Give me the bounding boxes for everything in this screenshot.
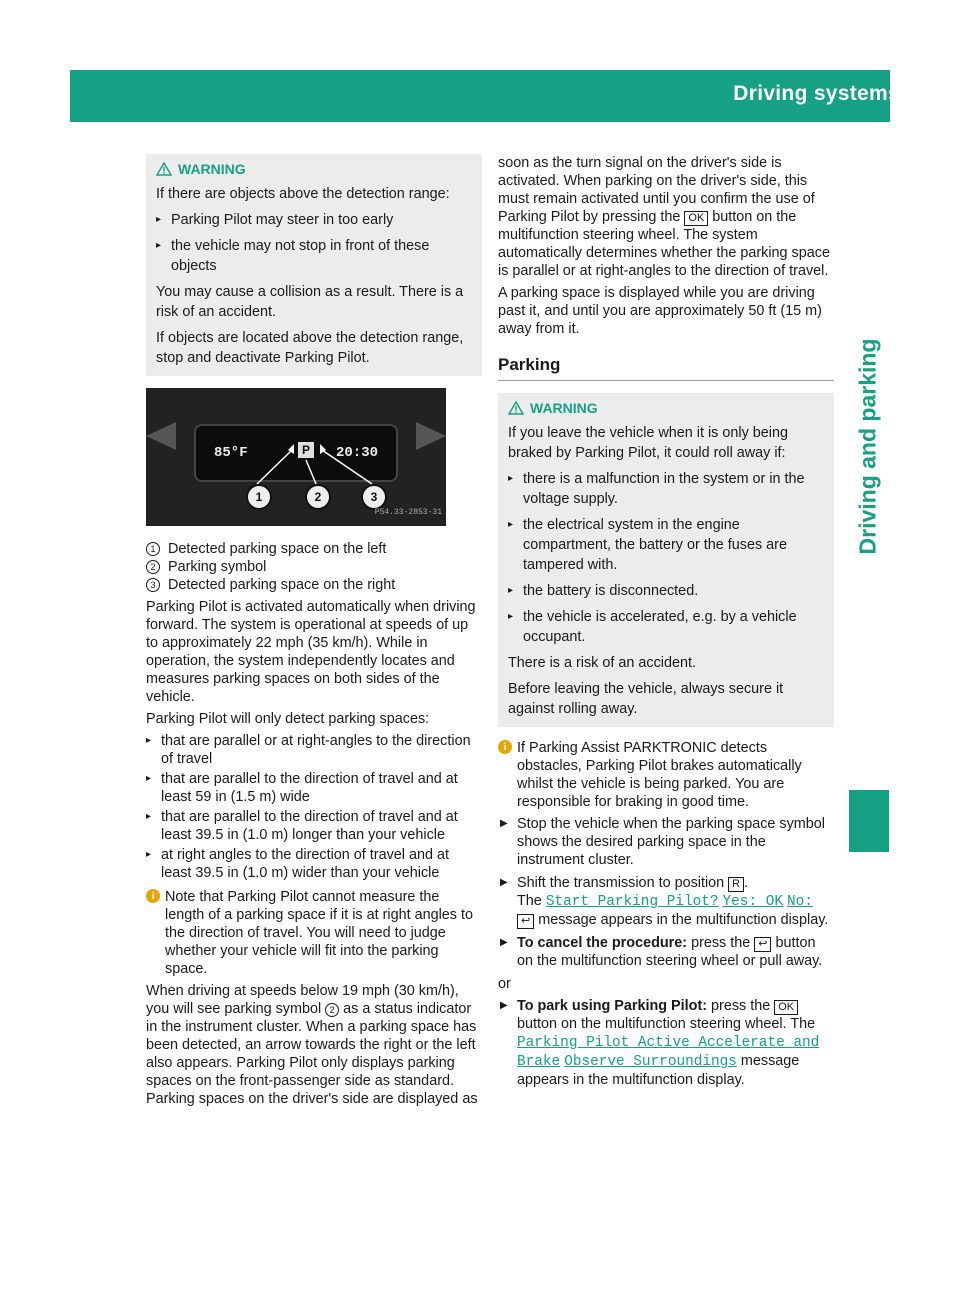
warning-heading (156, 160, 472, 178)
instrument-cluster-figure (146, 388, 446, 526)
text-segment: message appears in the multifunction display. (517, 1053, 800, 1088)
back-button-icon: ↩ (754, 937, 771, 952)
body-paragraph (498, 154, 834, 280)
chapter-tab-marker (849, 790, 889, 852)
info-icon: i (498, 740, 512, 754)
warning-bullet: ▸ Parking Pilot may steer in too early (156, 210, 472, 230)
text-segment: Shift the transmission to position (517, 875, 725, 891)
text-segment: press the (691, 935, 751, 951)
figure-temperature: 85°F (214, 445, 248, 461)
warning-triangle-icon (156, 162, 172, 176)
warning-bullet: ▸ the electrical system in the engine compartment, the battery or the fuses are tampered with. (508, 515, 824, 575)
info-icon: i (146, 889, 160, 903)
instruction-step (498, 934, 834, 970)
warning-box-right (498, 393, 834, 727)
warning-paragraph: Before leaving the vehicle, always secure it against rolling away. (508, 681, 784, 717)
warning-label: WARNING (178, 161, 246, 177)
ok-key-symbol: OK (684, 211, 708, 226)
step-text: Stop the vehicle when the parking space symbol shows the desired parking space in the instrument cluster. (517, 816, 825, 868)
warning-heading (508, 399, 824, 417)
warning-bullet: ▸ the vehicle may not stop in front of these objects (156, 236, 472, 276)
step-label: To park using Parking Pilot: (517, 998, 708, 1014)
warning-bullet: ▸ the vehicle is accelerated, e.g. by a vehicle occupant. (508, 607, 824, 647)
warning-label: WARNING (530, 400, 598, 416)
section-title: Driving systems (733, 82, 900, 105)
header-bar (70, 70, 949, 122)
text-segment: button on the multifunction steering wheel or pull away. (517, 935, 823, 969)
info-note (146, 888, 482, 978)
parking-symbol: P (298, 442, 314, 458)
legend-text: Detected parking space on the left (168, 541, 387, 557)
text-segment: message appears in the multifunction display. (538, 912, 829, 928)
warning-bullets (156, 210, 472, 276)
list-item: ▸ that are parallel or at right-angles to the direction of travel (146, 732, 482, 768)
back-button-icon: ↩ (517, 914, 534, 929)
warning-paragraph: There is a risk of an accident. (508, 655, 696, 671)
display-message: Observe Surroundings (564, 1054, 737, 1070)
side-tab-label: Driving and parking (854, 338, 881, 554)
figure-time: 20:30 (336, 445, 379, 461)
display-message: Parking Pilot Active Accelerate and Brake (517, 1035, 820, 1070)
body-paragraph: A parking space is displayed while you are driving past it, and until you are approximately 50 ft (15 m) away from it. (498, 285, 822, 337)
info-note (498, 739, 834, 811)
header-divider (902, 70, 904, 122)
callout-2: 2 (305, 484, 331, 510)
legend-item (146, 576, 482, 594)
text-segment: button on the multifunction steering wheel. The (517, 1016, 816, 1032)
note-text: If Parking Assist PARKTRONIC detects obstacles, Parking Pilot brakes automatically whilst the vehicle is being parked. You are responsible for braking in good time. (517, 740, 802, 810)
list-item: ▸ that are parallel to the direction of travel and at least 59 in (1.5 m) wide (146, 770, 482, 806)
legend-text: Detected parking space on the right (168, 577, 396, 593)
text-segment: as a status indicator in the instrument cluster. When a parking space has been detected, an arrow towards the right or the left also appears. Parking Pilot only displays parking spaces on the front-passenger side as standard. Parking spaces on the driver's side are displayed as (146, 1001, 478, 1107)
step-label: To cancel the procedure: (517, 935, 688, 951)
text-segment: soon as the turn signal on the driver's side is activated. When parking on the driver's side, this must remain activated until you confirm the use of Parking Pilot by pressing the (498, 155, 815, 225)
warning-bullets (508, 469, 824, 647)
text-segment: press the (711, 998, 771, 1014)
warning-intro: If there are objects above the detection range: (156, 186, 450, 202)
text-segment: When driving at speeds below 19 mph (30 km/h), you will see parking symbol (146, 983, 459, 1017)
callout-1: 1 (246, 484, 272, 510)
text-segment: button on the multifunction steering wheel. The system automatically determines whether the parking space is parallel or at right-angles to the direction of travel. (498, 209, 830, 279)
instruction-step (498, 815, 834, 869)
text-segment: The (517, 893, 542, 909)
detect-conditions-list (146, 732, 482, 882)
list-item: ▸ that are parallel to the direction of travel and at least 39.5 in (1.0 m) longer than your vehicle (146, 808, 482, 844)
warning-bullet: ▸ the battery is disconnected. (508, 581, 824, 601)
figure-code: P54.33-2853-31 (374, 508, 442, 517)
legend-number: 1 (146, 542, 160, 556)
body-paragraph (146, 982, 482, 1108)
gear-r-symbol: R (728, 877, 744, 892)
page-number: 165 (917, 84, 949, 105)
side-tab-label-wrap (846, 122, 890, 770)
instruction-step (498, 997, 834, 1089)
warning-box-left (146, 154, 482, 376)
display-message: Start Parking Pilot? (545, 894, 719, 910)
warning-paragraph: You may cause a collision as a result. There is a risk of an accident. (156, 284, 464, 320)
warning-bullet: ▸ there is a malfunction in the system or in the voltage supply. (508, 469, 824, 509)
inline-number: 2 (325, 1003, 339, 1017)
body-paragraph: Parking Pilot will only detect parking spaces: (146, 711, 430, 727)
warning-triangle-icon (508, 401, 524, 415)
warning-intro: If you leave the vehicle when it is only being braked by Parking Pilot, it could roll away if: (508, 425, 788, 461)
or-text: or (498, 976, 511, 992)
list-item: ▸ at right angles to the direction of travel and at least 39.5 in (1.0 m) wider than your vehicle (146, 846, 482, 882)
note-text: Note that Parking Pilot cannot measure the length of a parking space if it is at right angles to the direction of travel. You will need to judge whether your vehicle will fit into the parking space. (165, 889, 473, 977)
ok-key-symbol: OK (774, 1000, 798, 1015)
legend-number: 3 (146, 578, 160, 592)
legend-item (146, 558, 482, 576)
right-column (498, 154, 834, 1094)
body-paragraph: Parking Pilot is activated automatically when driving forward. The system is operational at speeds of up to approximately 22 mph (35 km/h). While in operation, the system independently locates and measures parking spaces on both sides of the vehicle. (146, 599, 476, 705)
text-segment: . (744, 875, 749, 891)
display-message: Yes: OK (722, 894, 783, 910)
legend-text: Parking symbol (168, 559, 267, 575)
legend-number: 2 (146, 560, 160, 574)
callout-3: 3 (361, 484, 387, 510)
section-heading: Parking (498, 356, 834, 381)
legend-item (146, 540, 482, 558)
display-message: No: (786, 894, 813, 910)
warning-paragraph: If objects are located above the detection range, stop and deactivate Parking Pilot. (156, 330, 464, 366)
left-column (146, 154, 482, 1108)
instruction-step (498, 874, 834, 929)
